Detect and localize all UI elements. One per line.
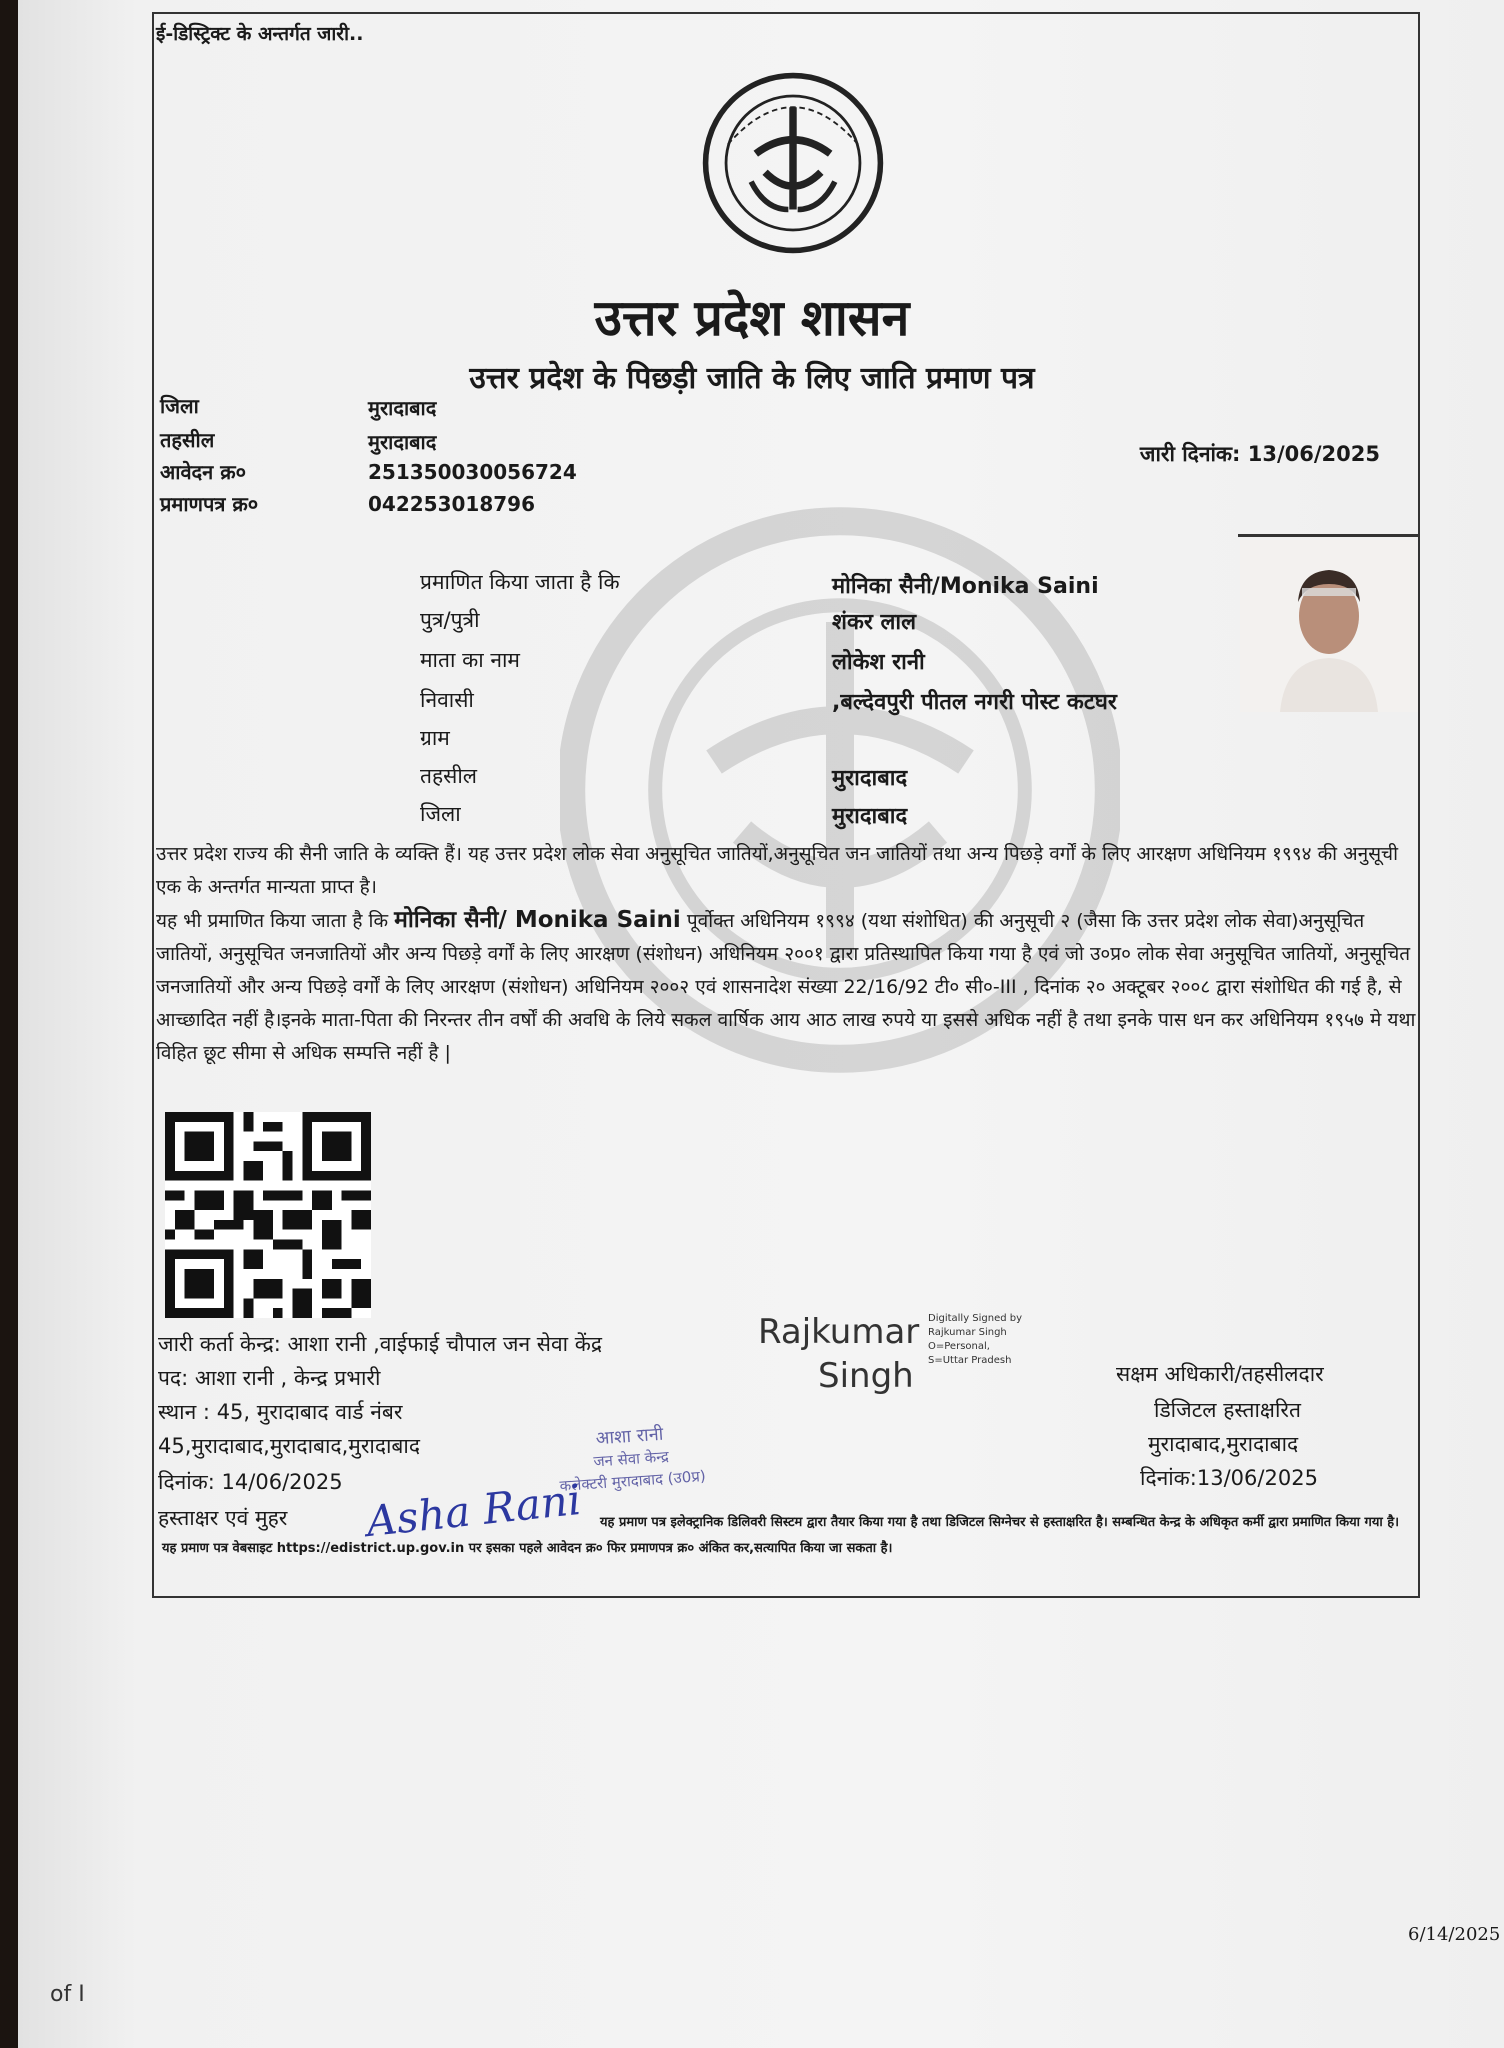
digital-signer-name: Rajkumar Singh: [758, 1312, 920, 1396]
photo-top-rule: [1238, 534, 1418, 537]
issuer-date: दिनांक: 14/06/2025: [158, 1470, 343, 1494]
meta-value-district: मुरादाबाद: [368, 396, 437, 420]
centre-stamp: आशा रानी जन सेवा केन्द्र कलेक्टरी मुरादाबाद (उ0प्र): [559, 1423, 707, 1496]
authority-title: सक्षम अधिकारी/तहसीलदार: [1116, 1362, 1324, 1386]
issuer-place-line-2: 45,मुरादाबाद,मुरादाबाद,मुरादाबाद: [158, 1434, 421, 1458]
field-label-resident: निवासी: [420, 688, 474, 712]
issuing-centre: जारी कर्ता केन्द्र: आशा रानी ,वाईफाई चौपाल जन सेवा केंद्र: [158, 1332, 603, 1356]
field-value-tehsil: मुरादाबाद: [832, 766, 908, 791]
issuer-place-line-1: स्थान : 45, मुरादाबाद वार्ड नंबर: [158, 1400, 403, 1424]
field-value-parent: शंकर लाल: [832, 610, 917, 635]
footnote-line-1: यह प्रमाण पत्र इलेक्ट्रानिक डिलिवरी सिस्टम द्वारा तैयार किया गया है तथा डिजिटल सिग्नेचर से हस्ताक्षरित है। सम्बन्धित केन्द्र के अधिकृत कर्मी द्वारा प्रमाणित किया गया है।: [600, 1515, 1400, 1530]
field-value-name: मोनिका सैनी/Monika Saini: [832, 574, 1099, 599]
page-indicator: of I: [50, 1982, 85, 2007]
field-label-village: ग्राम: [420, 726, 450, 750]
field-label-son-daughter: पुत्र/पुत्री: [420, 608, 480, 632]
print-date: 6/14/2025: [1408, 1924, 1501, 1945]
field-label-tehsil: तहसील: [420, 764, 477, 788]
field-label-mother-name: माता का नाम: [420, 648, 520, 672]
digital-signature-note: Digitally Signed by Rajkumar Singh O=Personal, S=Uttar Pradesh: [928, 1313, 1023, 1366]
certificate-paragraph-1: उत्तर प्रदेश राज्य की सैनी जाति के व्यक्ति हैं। यह उत्तर प्रदेश लोक सेवा अनुसूचित जातियों,अनुसूचित जन जातियों तथा अन्य पिछड़े वर्गों के लिए आरक्षण अधिनियम १९९४ की अनुसूची एक के अन्तर्गत मान्यता प्राप्त है।: [156, 843, 1399, 898]
sign-and-seal-label: हस्ताक्षर एवं मुहर: [158, 1506, 288, 1530]
field-value-district: मुरादाबाद: [832, 804, 908, 829]
field-label-certified: प्रमाणित किया जाता है कि: [420, 570, 620, 594]
issued-under-label: ई-डिस्ट्रिक्ट के अन्तर्गत जारी..: [156, 23, 364, 45]
field-value-resident: ,बल्देवपुरी पीतल नगरी पोस्ट कटघर: [832, 690, 1117, 715]
meta-value-tehsil: मुरादाबाद: [368, 430, 437, 454]
paragraph-name: मोनिका सैनी/ Monika Saini: [394, 907, 681, 933]
qr-code: [162, 1112, 374, 1318]
authority-place: मुरादाबाद,मुरादाबाद: [1148, 1432, 1299, 1456]
applicant-photo: [1240, 540, 1418, 712]
up-government-emblem: [700, 70, 886, 256]
issuer-post: पद: आशा रानी , केन्द्र प्रभारी: [158, 1366, 381, 1390]
meta-label-district: जिला: [160, 394, 199, 418]
authority-sign-type: डिजिटल हस्ताक्षरित: [1154, 1398, 1301, 1422]
meta-label-certificate-no: प्रमाणपत्र क्र०: [160, 492, 259, 516]
field-label-district: जिला: [420, 802, 461, 826]
meta-value-certificate-no: 042253018796: [368, 492, 535, 516]
meta-value-application-no: 251350030056724: [368, 460, 577, 484]
field-value-mother-name: लोकेश रानी: [832, 650, 925, 675]
document-title: उत्तर प्रदेश शासन: [594, 289, 910, 347]
document-subtitle: उत्तर प्रदेश के पिछड़ी जाति के लिए जाति प्रमाण पत्र: [469, 361, 1035, 396]
meta-label-application-no: आवेदन क्र०: [160, 460, 247, 484]
handwritten-signature: Asha Rani: [364, 1474, 584, 1547]
footnote-line-2: यह प्रमाण पत्र वेबसाइट https://edistrict.up.gov.in पर इसका पहले आवेदन क्र० फिर प्रमाणपत्र क्र० अंकित कर,सत्यापित किया जा सकता है।: [162, 1541, 893, 1556]
issue-date: जारी दिनांक: 13/06/2025: [1139, 442, 1380, 466]
certificate-paragraph-2: यह भी प्रमाणित किया जाता है कि मोनिका सैनी/ Monika Saini पूर्वोक्त अधिनियम १९९४ (यथा संशोधित) की अनुसूची २ (जैसा कि उत्तर प्रदेश लोक सेवा)अनुसूचित जातियों, अनुसूचित जनजातियों और अन्य पिछड़े वर्गों के लिए आरक्षण (संशोधन) अधिनियम २००१ द्वारा प्रतिस्थापित किया गया है एवं जो उ०प्र० लोक सेवा अनुसूचित जातियों, अनुसूचित जनजातियों और अन्य पिछड़े वर्गों के लिए आरक्षण (संशोधन) अधिनियम २००२ एवं शासनादेश संख्या 22/16/92 टी० सी०-III , दिनांक २० अक्टूबर २००८ द्वारा संशोधित की गई है, से आच्छादित नहीं है।इनके माता-पिता की निरन्तर तीन वर्षों की अवधि के लिये सकल वार्षिक आय आठ लाख रुपये या इससे अधिक नहीं है तथा इनके पास धन कर अधिनियम १९५७ मे यथा विहित छूट सीमा से अधिक सम्पत्ति नहीं है |: [156, 907, 1416, 1064]
authority-date: दिनांक:13/06/2025: [1140, 1466, 1318, 1490]
meta-label-tehsil: तहसील: [160, 428, 215, 452]
